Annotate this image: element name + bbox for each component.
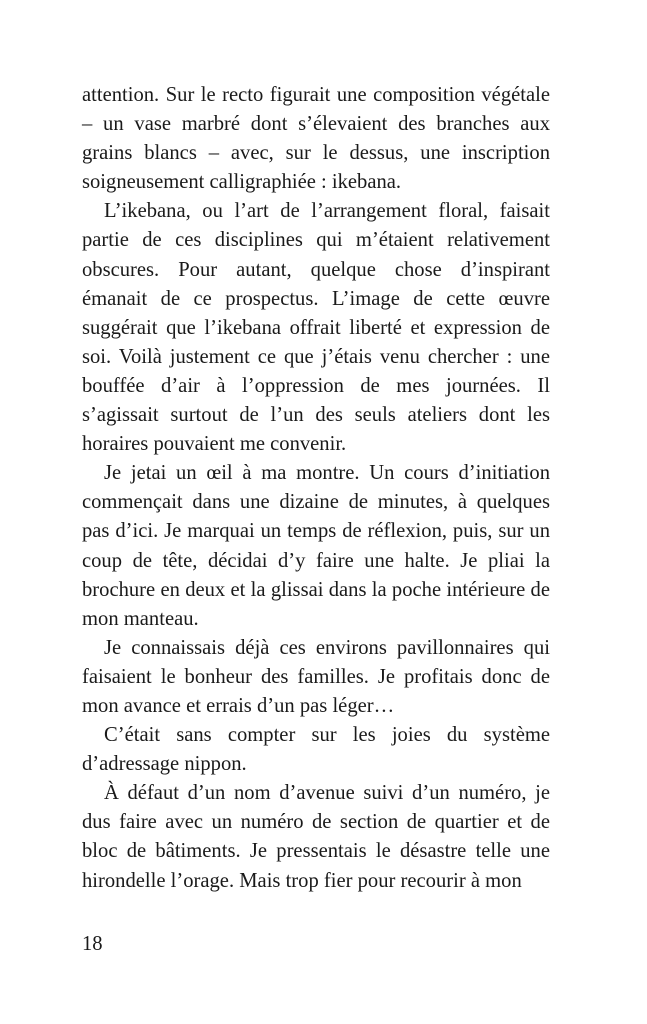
- paragraph-3: Je jetai un œil à ma montre. Un cours d’initiation commençait dans une dizaine de minutes, à quelques pas d’ici. Je marquai un temps de réflexion, puis, sur un coup de tête, décidai d’y faire une halte. Je pliai la brochure en deux et la glissai dans la poche intérieure de mon manteau.: [82, 462, 550, 630]
- paragraph-2: L’ikebana, ou l’art de l’arrangement floral, faisait partie de ces disciplines qui m’étaient relativement obscures. Pour autant, quelque chose d’inspirant émanait de ce prospectus. L’image de cette œuvre suggérait que l’ikebana offrait liberté et expression de soi. Voilà justement ce que j’étais venu chercher : une bouffée d’air à l’oppression de mes journées. Il s’agissait surtout de l’un des seuls ateliers dont les horaires pouvaient me convenir.: [82, 200, 550, 456]
- paragraph-5: C’était sans compter sur les joies du système d’adressage nippon.: [82, 724, 550, 776]
- body-text: [82, 81, 550, 896]
- paragraph-4: Je connaissais déjà ces environs pavillonnaires qui faisaient le bonheur des familles. Je profitais donc de mon avance et errais d’un pas léger…: [82, 636, 550, 717]
- page-number: 18: [82, 933, 103, 955]
- paragraph-1: attention. Sur le recto figurait une composition végétale – un vase marbré dont s’élevaient des branches aux grains blancs – avec, sur le dessus, une inscription soigneusement calligraphiée : ikebana.: [82, 84, 550, 194]
- paragraph-6: À défaut d’un nom d’avenue suivi d’un numéro, je dus faire avec un numéro de section de quartier et de bloc de bâtiments. Je pressentais le désastre telle une hirondelle l’orage. Mais trop fier pour recourir à mon: [82, 782, 550, 892]
